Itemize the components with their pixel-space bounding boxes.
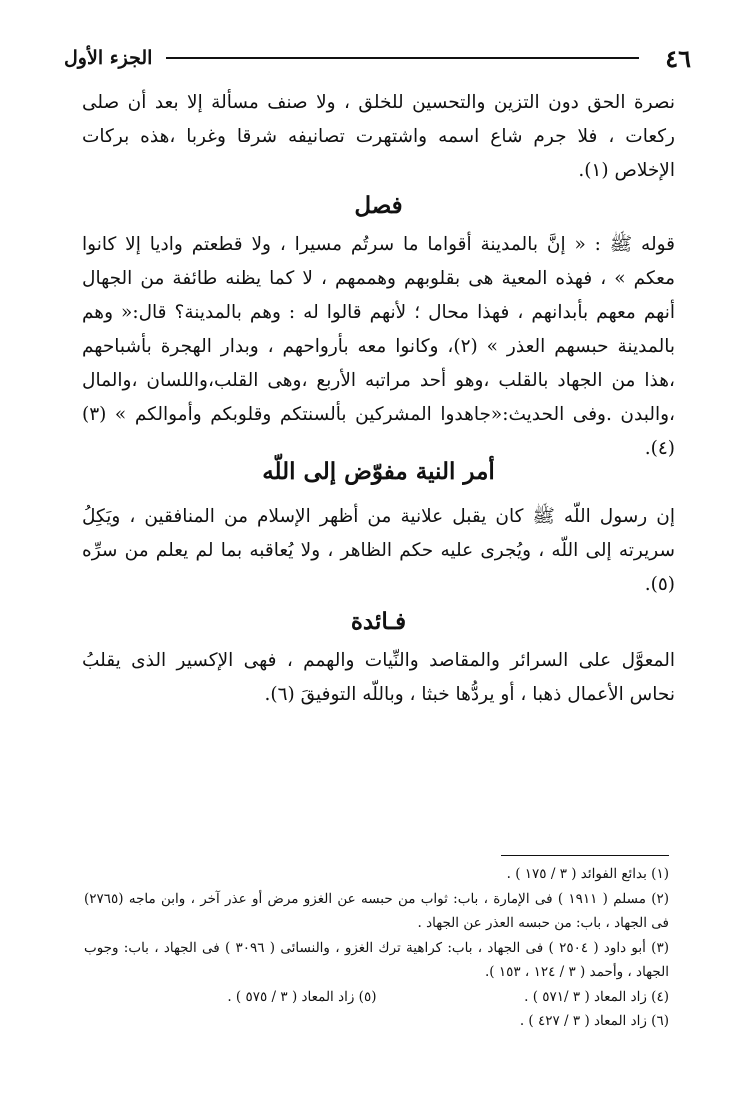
section-niyyah-body	[82, 500, 675, 602]
footnote-divider	[501, 855, 669, 856]
section-title-faida: فـائدة	[350, 608, 407, 635]
footnote-2: (٢) مسلم ( ١٩١١ ) فى الإمارة ، باب: ثواب من حبسه عن الغزو مرض أو عذر آخر ، وابن ماجه (٢٧٦٥) فى الجهاد ، باب: من حبسه العذر عن الجهاد .	[84, 890, 670, 931]
footnote-6: (٦) زاد المعاد ( ٣ / ٤٢٧ ) .	[519, 1013, 669, 1029]
section-title-fasl: فصل	[354, 192, 403, 219]
page-number: ٤٦	[665, 43, 691, 73]
page-header	[64, 38, 691, 78]
section-fasl-body	[82, 228, 675, 466]
section-faida-paragraph: المعوَّل على السرائر والمقاصد والنِّيات والهمم ، فهى الإكسير الذى يقلبُ نحاس الأعمال ذهبا ، أو يردُّها خبثا ، وباللّه التوفيقَ (٦).	[82, 650, 675, 705]
section-faida	[82, 608, 675, 635]
footnote-1: (١) بدائع الفوائد ( ٣ / ١٧٥ ) .	[506, 866, 669, 882]
section-title-niyyah: أمر النية مفوّض إلى اللّه	[262, 458, 495, 485]
footnote-5: (٥) زاد المعاد ( ٣ / ٥٧٥ ) .	[227, 988, 377, 1005]
section-niyyah	[82, 458, 675, 485]
intro-block	[82, 86, 675, 188]
section-fasl	[82, 192, 675, 219]
footnote-row-4-5	[84, 985, 669, 1010]
footnote-3: (٣) أبو داود ( ٢٥٠٤ ) فى الجهاد ، باب: كراهية ترك الغزو ، والنسائى ( ٣٠٩٦ ) فى الجهاد ، باب: وجوب الجهاد ، وأحمد ( ٣ / ١٢٤ ، ١٥٣ ).	[84, 939, 669, 980]
section-fasl-paragraph: قوله ﷺ : « إنَّ بالمدينة أقواما ما سرتُم مسيرا ، ولا قطعتم واديا إلا كانوا معكم » ، فهذه المعية هى بقلوبهم وهممهم ، لا كما يظنه طائفة من الجهال أنهم معهم بأبدانهم ، فهذا محال ؛ لأنهم قالوا له : وهم بالمدينة؟ قال:« وهم بالمدينة حبسهم العذر » (٢)، وكانوا معه بأرواحهم ، وبدار الهجرة بأشباحهم ،هذا من الجهاد بالقلب ،وهو أحد مراتبه الأربع ،وهى القلب،واللسان ،والمال ،والبدن .وفى الحديث:«جاهدوا المشركين بألسنتكم وقلوبكم وأموالكم » (٣) (٤).	[82, 234, 675, 459]
intro-paragraph: نصرة الحق دون التزين والتحسين للخلق ، ولا صنف مسألة إلا بعد أن صلى ركعات ، فلا جرم شاع اسمه واشتهرت تصانيفه شرقا وغربا ،هذه بركات الإخلاص (١).	[82, 92, 675, 181]
part-title: الجزء الأول	[64, 47, 153, 69]
header-rule	[166, 57, 639, 59]
section-faida-body	[82, 644, 675, 712]
section-niyyah-paragraph: إن رسول اللّه ﷺ كان يقبل علانية من أظهر الإسلام من المنافقين ، ويَكِلُ سريرته إلى اللّه ، ويُجرى عليه حكم الظاهر ، ولا يُعاقبه بما لم يعلم من سرِّه (٥).	[82, 506, 675, 595]
footnote-4: (٤) زاد المعاد ( ٣ /٥٧١ ) .	[524, 988, 669, 1005]
footnotes	[84, 862, 669, 1034]
